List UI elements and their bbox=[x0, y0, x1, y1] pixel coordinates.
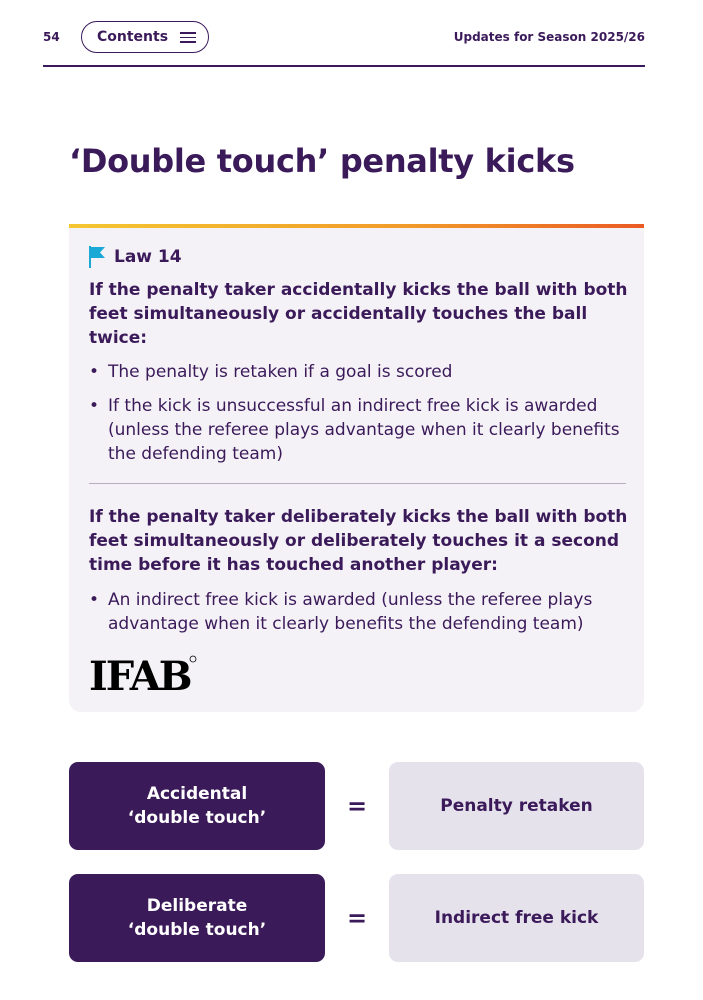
equation-result: Indirect free kick bbox=[389, 874, 644, 962]
list-item: • If the kick is unsuccessful an indirect free kick is awarded (unless the referee plays advantage when it clearly benefits the defending team) bbox=[89, 394, 634, 466]
ifab-logo bbox=[89, 654, 199, 694]
equation-row-accidental bbox=[69, 762, 644, 850]
edition-label: Updates for Season 2025/26 bbox=[453, 30, 645, 44]
equation-left-box bbox=[69, 874, 325, 962]
page-header bbox=[43, 21, 645, 53]
section-divider bbox=[89, 483, 626, 484]
page-number: 54 bbox=[43, 30, 60, 44]
law-label: Law 14 bbox=[114, 247, 182, 267]
gradient-bar bbox=[69, 224, 644, 228]
logo-text: IFAB bbox=[89, 654, 191, 694]
equation-left-line1: Accidental bbox=[146, 784, 248, 804]
header-divider bbox=[43, 65, 645, 67]
law-reference bbox=[89, 246, 182, 268]
accidental-heading: If the penalty taker accidentally kicks the ball with both feet simultaneously or accidentally touches the ball twice: bbox=[89, 280, 628, 348]
menu-icon bbox=[180, 32, 196, 43]
equation-left-line2: ‘double touch’ bbox=[127, 808, 267, 828]
equals-sign: = bbox=[346, 904, 368, 932]
equation-left-box bbox=[69, 762, 325, 850]
list-item: • The penalty is retaken if a goal is scored bbox=[89, 360, 634, 384]
deliberate-heading: If the penalty taker deliberately kicks the ball with both feet simultaneously or deliberately touches it a second time before it has touched another player: bbox=[89, 507, 628, 575]
equation-left-line1: Deliberate bbox=[146, 896, 248, 916]
contents-button[interactable] bbox=[81, 21, 209, 53]
flag-icon bbox=[89, 246, 105, 268]
equation-left-line2: ‘double touch’ bbox=[127, 920, 267, 940]
contents-button-label: Contents bbox=[97, 29, 169, 45]
law-card bbox=[69, 224, 644, 712]
equals-sign: = bbox=[346, 792, 368, 820]
equation-row-deliberate bbox=[69, 874, 644, 962]
equation-result: Penalty retaken bbox=[389, 762, 644, 850]
accidental-bullets bbox=[89, 360, 634, 476]
deliberate-bullets bbox=[89, 588, 634, 646]
page-title: ‘Double touch’ penalty kicks bbox=[69, 142, 575, 180]
list-item: • An indirect free kick is awarded (unless the referee plays advantage when it clearly benefits the defending team) bbox=[89, 588, 634, 636]
